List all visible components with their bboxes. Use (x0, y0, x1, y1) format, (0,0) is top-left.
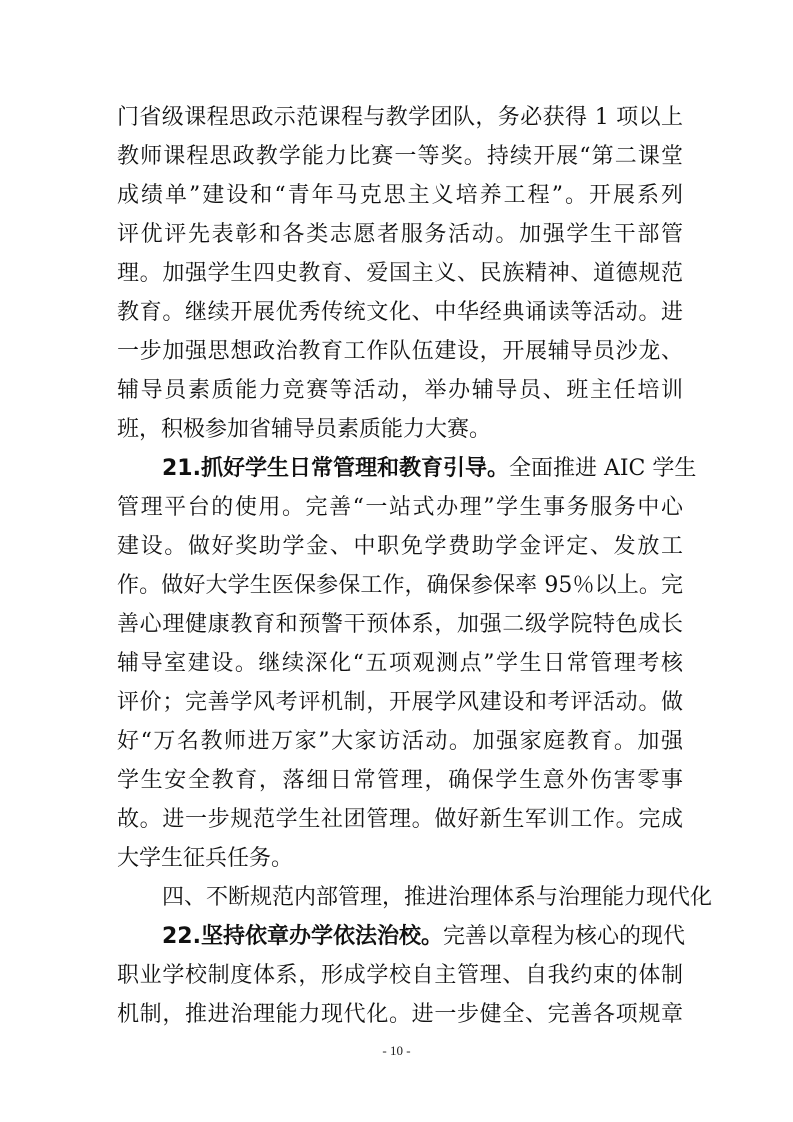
body-line: 善心理健康教育和预警干预体系，加强二级学院特色成长 (117, 612, 683, 637)
body-line: 成绩单”建设和“青年马克思主义培养工程”。开展系列 (117, 183, 683, 208)
section-22-title: 22.坚持依章办学依法治校。 (162, 924, 443, 949)
body-line: 大学生征兵任务。 (117, 846, 294, 871)
body-line: 机制，推进治理能力现代化。进一步健全、完善各项规章 (117, 1002, 683, 1027)
body-line: 职业学校制度体系，形成学校自主管理、自我约束的体制 (117, 963, 683, 988)
page-number: - 10 - (382, 1043, 411, 1058)
body-line: 班，积极参加省辅导员素质能力大赛。 (117, 417, 492, 442)
body-line: 故。进一步规范学生社团管理。做好新生军训工作。完成 (117, 807, 683, 832)
body-line: 评价；完善学风考评机制，开展学风建设和考评活动。做 (117, 690, 683, 715)
body-line: 评优评先表彰和各类志愿者服务活动。加强学生干部管 (117, 222, 683, 247)
body-line: 辅导室建设。继续深化“五项观测点”学生日常管理考核 (117, 651, 683, 676)
section-21-title: 21.抓好学生日常管理和教育引导。 (162, 456, 509, 481)
body-line: 理。加强学生四史教育、爱国主义、民族精神、道德规范 (117, 261, 683, 286)
body-line: 作。做好大学生医保参保工作，确保参保率 95％以上。完 (117, 573, 683, 598)
section-heading: 四、不断规范内部管理，推进治理体系与治理能力现代化 (162, 885, 713, 910)
section-21-first-line (162, 454, 697, 484)
body-line: 门省级课程思政示范课程与教学团队，务必获得 1 项以上 (117, 105, 683, 130)
section-22-first-text: 完善以章程为核心的现代 (442, 924, 685, 949)
body-line: 教育。继续开展优秀传统文化、中华经典诵读等活动。进 (117, 300, 683, 325)
body-line: 管理平台的使用。完善“一站式办理”学生事务服务中心 (117, 495, 683, 520)
body-line: 辅导员素质能力竞赛等活动，举办辅导员、班主任培训 (117, 378, 683, 403)
section-21-first-text: 全面推进 AIC 学生 (508, 456, 697, 481)
section-22-first-line (162, 922, 683, 952)
body-line: 学生安全教育，落细日常管理，确保学生意外伤害零事 (117, 768, 683, 793)
body-line: 教师课程思政教学能力比赛一等奖。持续开展“第二课堂 (117, 144, 683, 169)
body-line: 好“万名教师进万家”大家访活动。加强家庭教育。加强 (117, 729, 683, 754)
body-line: 一步加强思想政治教育工作队伍建设，开展辅导员沙龙、 (117, 339, 683, 364)
body-line: 建设。做好奖助学金、中职免学费助学金评定、发放工 (117, 534, 683, 559)
